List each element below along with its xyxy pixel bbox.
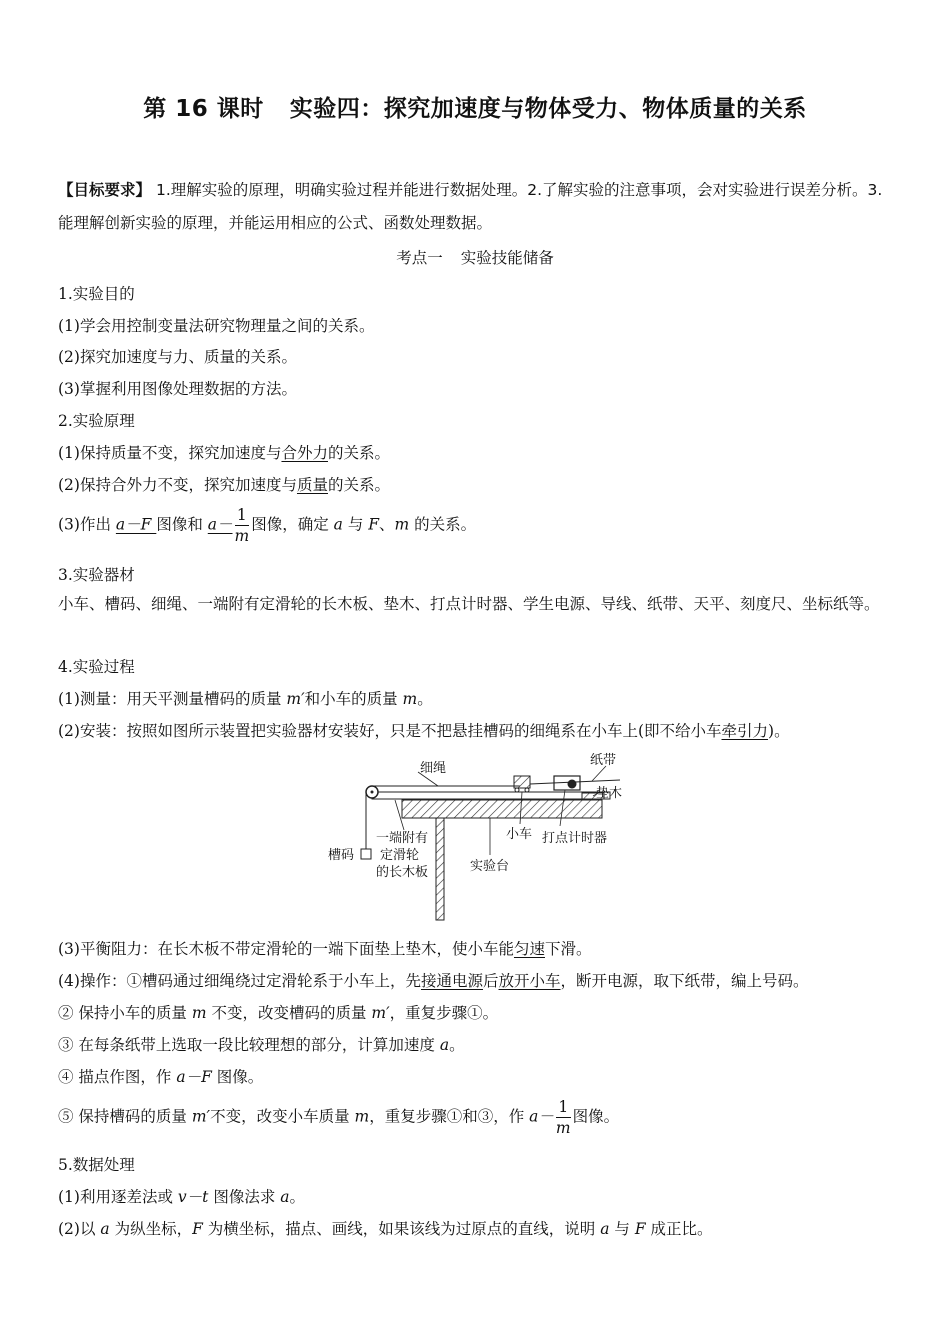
text: 为横坐标，描点、画线，如果该线为过原点的直线，说明 xyxy=(202,1220,601,1238)
var: a－ xyxy=(529,1107,554,1126)
page-title xyxy=(0,90,950,123)
table-leg xyxy=(436,818,444,920)
purpose-item-3: (3)掌握利用图像处理数据的方法。 xyxy=(58,380,297,398)
var: F xyxy=(634,1220,646,1238)
procedure-step-3 xyxy=(58,1033,465,1055)
var: a xyxy=(439,1036,450,1054)
text: 后 xyxy=(482,972,499,990)
text: (4)操作：①槽码通过细绳绕过定滑轮系于小车上，先 xyxy=(58,972,421,990)
label-block: 垫木 xyxy=(596,786,623,801)
var: m′ xyxy=(371,1004,390,1022)
table-top xyxy=(402,800,602,818)
text: 、 xyxy=(379,515,395,534)
text: (1)利用逐差法或 xyxy=(58,1188,178,1206)
blank-answer: 合外力 xyxy=(281,444,328,462)
text: (2)以 xyxy=(58,1220,101,1238)
goal-text: 1.理解实验的原理，明确实验过程并能进行数据处理。2.了解实验的注意事项，会对实验进行误差分析。3.能理解创新实验的原理，并能运用相应的公式、函数处理数据。 xyxy=(58,181,883,232)
var: m xyxy=(354,1107,370,1126)
pulley-axle xyxy=(371,791,374,794)
text: 。 xyxy=(289,1188,306,1206)
text: (2)安装：按照如图所示装置把实验器材安装好，只是不把悬挂槽码的细绳系在小车上(即不给小车 xyxy=(58,722,722,740)
label-board-3: 的长木板 xyxy=(376,865,429,880)
blank-answer: 放开小车 xyxy=(498,972,561,990)
cart-icon xyxy=(514,776,530,788)
text: ，断开电源，取下纸带，编上号码。 xyxy=(560,972,809,990)
text: (3)平衡阻力：在长木板不带定滑轮的一端下面垫上垫木，使小车能 xyxy=(58,940,514,958)
text: ，重复步骤①。 xyxy=(389,1004,499,1022)
timer-dot xyxy=(568,780,577,789)
cart-wheel xyxy=(515,788,519,792)
text: 的关系。 xyxy=(327,476,390,494)
blank-answer: a－F xyxy=(115,515,157,534)
fraction xyxy=(556,1097,571,1138)
cart-wheel xyxy=(525,788,529,792)
text: ⑤ 保持槽码的质量 xyxy=(58,1107,192,1126)
label-rope: 细绳 xyxy=(420,761,447,776)
label-tape: 纸带 xyxy=(590,753,617,768)
procedure-step-4 xyxy=(58,1065,263,1087)
var: m xyxy=(394,515,410,534)
var: v－t xyxy=(177,1188,209,1206)
fraction-numerator: 1 xyxy=(556,1097,571,1118)
var: m xyxy=(402,690,418,708)
procedure-step-2 xyxy=(58,1001,498,1023)
purpose-item-2: (2)探究加速度与力、质量的关系。 xyxy=(58,348,297,366)
lesson-title: 实验四：探究加速度与物体受力、物体质量的关系 xyxy=(289,96,807,122)
blank-answer: a－ xyxy=(207,515,233,534)
text: 图像法求 xyxy=(208,1188,281,1206)
label-board-1: 一端附有 xyxy=(376,831,429,846)
text: 图像，确定 xyxy=(251,515,334,534)
text: 与 xyxy=(342,515,369,534)
text: (1)保持质量不变，探究加速度与 xyxy=(58,444,282,462)
text: 的关系。 xyxy=(409,515,477,534)
lesson-number: 第 16 课时 xyxy=(143,96,264,122)
var: F xyxy=(192,1220,203,1238)
label-timer: 打点计时器 xyxy=(542,831,608,846)
var: F xyxy=(368,515,380,534)
text: 与 xyxy=(609,1220,635,1238)
text: 成正比。 xyxy=(645,1220,713,1238)
text: 和小车的质量 xyxy=(304,690,403,708)
procedure-step-5 xyxy=(58,1097,619,1138)
text: (1)测量：用天平测量槽码的质量 xyxy=(58,690,287,708)
data-item-2 xyxy=(58,1217,713,1239)
text: 图像。 xyxy=(572,1107,620,1126)
leader-line xyxy=(592,766,606,781)
heading-data: 5.数据处理 xyxy=(58,1156,135,1174)
label-cart: 小车 xyxy=(506,827,533,842)
procedure-item-2 xyxy=(58,719,790,741)
weights-icon xyxy=(361,849,371,859)
text: ③ 在每条纸带上选取一段比较理想的部分，计算加速度 xyxy=(58,1036,440,1054)
text: 的关系。 xyxy=(327,444,390,462)
apparatus-diagram xyxy=(320,748,630,924)
equipment-list: 小车、槽码、细绳、一端附有定滑轮的长木板、垫木、打点计时器、学生电源、导线、纸带、天平、刻度尺、坐标纸等。 xyxy=(58,595,880,613)
principle-item-2 xyxy=(58,473,390,495)
purpose-item-1: (1)学会用控制变量法研究物理量之间的关系。 xyxy=(58,317,375,335)
principle-item-3 xyxy=(58,505,476,546)
var: a－F xyxy=(176,1068,212,1086)
text: (2)保持合外力不变，探究加速度与 xyxy=(58,476,297,494)
fraction-denominator: m xyxy=(234,527,250,545)
text: 图像和 xyxy=(156,515,208,534)
blank-answer: 牵引力 xyxy=(721,722,769,740)
label-table: 实验台 xyxy=(470,859,510,874)
text: 下滑。 xyxy=(544,940,592,958)
label-board-2: 定滑轮 xyxy=(380,848,420,863)
procedure-item-1 xyxy=(58,687,433,709)
heading-principle: 2.实验原理 xyxy=(58,412,135,430)
text: ④ 描点作图，作 xyxy=(58,1068,177,1086)
procedure-item-3 xyxy=(58,937,592,959)
var: m xyxy=(191,1004,207,1022)
var: a xyxy=(600,1220,610,1238)
text: )。 xyxy=(768,722,790,740)
section-title: 实验技能储备 xyxy=(460,249,554,267)
data-item-1 xyxy=(58,1185,305,1207)
blank-answer: 匀速 xyxy=(513,940,545,958)
text: (3)作出 xyxy=(58,515,116,534)
fraction-denominator: m xyxy=(555,1119,571,1137)
var: m′ xyxy=(191,1107,211,1126)
procedure-item-4 xyxy=(58,969,809,991)
label-weights: 槽码 xyxy=(328,848,355,863)
fraction xyxy=(235,505,250,546)
text: 不变，改变小车质量 xyxy=(210,1107,355,1126)
var: a xyxy=(280,1188,290,1206)
fraction-numerator: 1 xyxy=(235,505,250,526)
text: ② 保持小车的质量 xyxy=(58,1004,192,1022)
var: a xyxy=(333,515,343,534)
var: m′ xyxy=(286,690,305,708)
text: 不变，改变槽码的质量 xyxy=(206,1004,372,1022)
text: 。 xyxy=(449,1036,465,1054)
blank-answer: 质量 xyxy=(296,476,328,494)
text: 图像。 xyxy=(211,1068,264,1086)
learning-goals xyxy=(58,174,896,240)
text: 。 xyxy=(417,690,433,708)
long-board xyxy=(372,792,610,799)
goal-tag: 【目标要求】 xyxy=(58,181,152,199)
heading-purpose: 1.实验目的 xyxy=(58,285,135,303)
section-heading xyxy=(0,246,950,268)
heading-procedure: 4.实验过程 xyxy=(58,658,135,676)
text: ，重复步骤①和③，作 xyxy=(369,1107,530,1126)
principle-item-1 xyxy=(58,441,390,463)
text: 为纵坐标， xyxy=(109,1220,193,1238)
section-number: 考点一 xyxy=(396,249,443,267)
blank-answer: 接通电源 xyxy=(420,972,483,990)
heading-equipment: 3.实验器材 xyxy=(58,566,135,584)
var: a xyxy=(100,1220,110,1238)
